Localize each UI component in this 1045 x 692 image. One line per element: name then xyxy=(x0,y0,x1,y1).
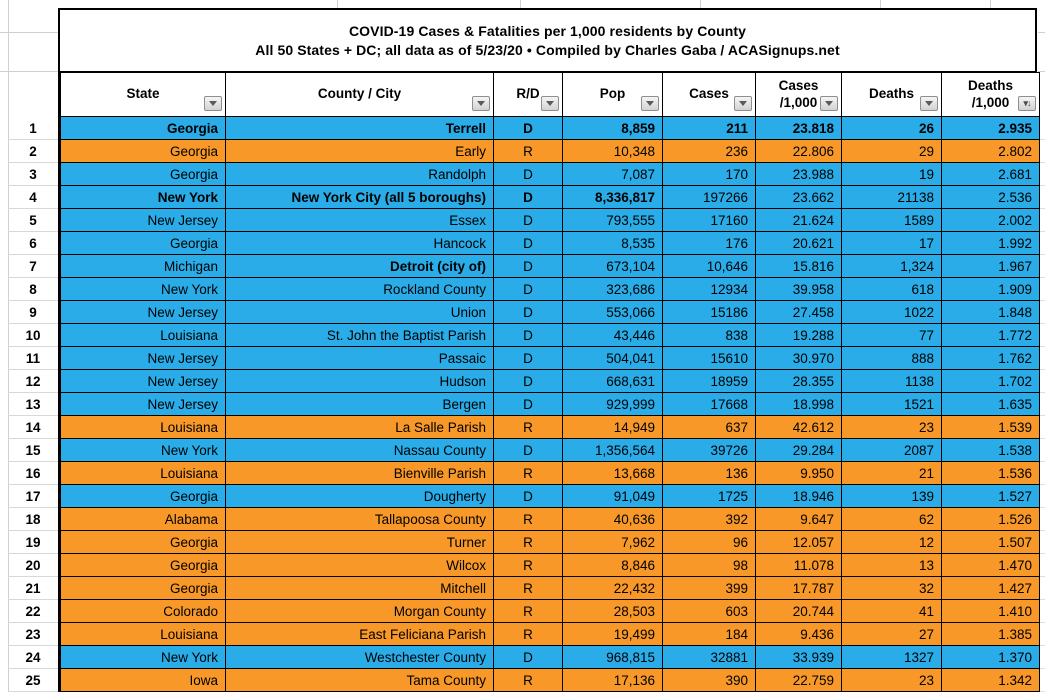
cell-deaths[interactable]: 1022 xyxy=(842,301,942,324)
cell-pop[interactable]: 10,348 xyxy=(563,140,663,163)
row-number[interactable]: 20 xyxy=(8,554,58,577)
table-row xyxy=(61,278,1040,301)
column-header-cases[interactable] xyxy=(663,73,756,117)
cell-cases[interactable]: 12934 xyxy=(663,278,756,301)
cell-rd[interactable]: D xyxy=(494,163,563,186)
cell-pop[interactable]: 8,535 xyxy=(563,232,663,255)
cell-cases[interactable]: 17668 xyxy=(663,393,756,416)
filter-button-deaths[interactable] xyxy=(920,96,938,111)
row-number[interactable]: 10 xyxy=(8,324,58,347)
cell-deaths_per_1000[interactable]: 2.802 xyxy=(942,140,1040,163)
cell-cases[interactable]: 637 xyxy=(663,416,756,439)
cell-state[interactable]: Georgia xyxy=(61,117,226,140)
row-number[interactable]: 21 xyxy=(8,577,58,600)
cell-county[interactable]: Dougherty xyxy=(226,485,494,508)
row-number[interactable]: 9 xyxy=(8,301,58,324)
cell-cases[interactable]: 197266 xyxy=(663,186,756,209)
cell-state[interactable]: New York xyxy=(61,439,226,462)
cell-deaths[interactable]: 77 xyxy=(842,324,942,347)
cell-deaths_per_1000[interactable]: 1.427 xyxy=(942,577,1040,600)
table-title-cell xyxy=(60,10,1035,72)
row-number[interactable]: 5 xyxy=(8,209,58,232)
cell-cases[interactable]: 10,646 xyxy=(663,255,756,278)
filter-dropdown-icon xyxy=(825,101,833,106)
table-title-line2: All 50 States + DC; all data as of 5/23/20 • Compiled by Charles Gaba / ACASignups.net xyxy=(255,42,840,58)
cell-deaths_per_1000[interactable]: 1.635 xyxy=(942,393,1040,416)
cell-cases_per_1000[interactable]: 29.284 xyxy=(756,439,842,462)
cell-deaths_per_1000[interactable]: 1.527 xyxy=(942,485,1040,508)
cell-state[interactable]: Colorado xyxy=(61,600,226,623)
cell-cases_per_1000[interactable]: 28.355 xyxy=(756,370,842,393)
table-row xyxy=(61,485,1040,508)
cell-pop[interactable]: 91,049 xyxy=(563,485,663,508)
cell-rd[interactable]: D xyxy=(494,370,563,393)
cell-cases[interactable]: 211 xyxy=(663,117,756,140)
cell-rd[interactable]: D xyxy=(494,646,563,669)
cell-deaths[interactable]: 21 xyxy=(842,462,942,485)
cell-cases_per_1000[interactable]: 23.988 xyxy=(756,163,842,186)
gridline xyxy=(990,0,991,8)
table-row xyxy=(61,439,1040,462)
cell-rd[interactable]: D xyxy=(494,117,563,140)
cell-pop[interactable]: 793,555 xyxy=(563,209,663,232)
table-row xyxy=(61,117,1040,140)
filter-button-cases[interactable] xyxy=(734,96,752,111)
gridline xyxy=(700,0,701,8)
cell-cases_per_1000[interactable]: 42.612 xyxy=(756,416,842,439)
gridline xyxy=(520,0,521,8)
table-row xyxy=(61,416,1040,439)
cell-pop[interactable]: 553,066 xyxy=(563,301,663,324)
filter-dropdown-icon xyxy=(477,101,485,106)
cell-state[interactable]: Georgia xyxy=(61,531,226,554)
column-header-deaths[interactable] xyxy=(842,73,942,117)
table-row xyxy=(61,462,1040,485)
cell-county[interactable]: Terrell xyxy=(226,117,494,140)
cell-cases[interactable]: 390 xyxy=(663,669,756,692)
cell-county[interactable]: Tallapoosa County xyxy=(226,508,494,531)
cell-deaths[interactable]: 12 xyxy=(842,531,942,554)
cell-deaths[interactable]: 29 xyxy=(842,140,942,163)
cell-deaths[interactable]: 13 xyxy=(842,554,942,577)
filter-dropdown-icon xyxy=(739,101,747,106)
cell-cases_per_1000[interactable]: 23.662 xyxy=(756,186,842,209)
cell-county[interactable]: Passaic xyxy=(226,347,494,370)
cell-deaths[interactable]: 32 xyxy=(842,577,942,600)
gridline xyxy=(0,71,58,72)
cell-pop[interactable]: 7,962 xyxy=(563,531,663,554)
cell-cases_per_1000[interactable]: 9.950 xyxy=(756,462,842,485)
cell-cases[interactable]: 184 xyxy=(663,623,756,646)
row-number[interactable]: 25 xyxy=(8,669,58,692)
cell-deaths_per_1000[interactable]: 1.410 xyxy=(942,600,1040,623)
cell-deaths[interactable]: 17 xyxy=(842,232,942,255)
cell-cases_per_1000[interactable]: 23.818 xyxy=(756,117,842,140)
cell-county[interactable]: Detroit (city of) xyxy=(226,255,494,278)
cell-cases_per_1000[interactable]: 12.057 xyxy=(756,531,842,554)
cell-cases_per_1000[interactable]: 22.759 xyxy=(756,669,842,692)
cell-county[interactable]: Turner xyxy=(226,531,494,554)
cell-county[interactable]: East Feliciana Parish xyxy=(226,623,494,646)
cell-pop[interactable]: 968,815 xyxy=(563,646,663,669)
row-number[interactable]: 15 xyxy=(8,439,58,462)
row-number[interactable]: 19 xyxy=(8,531,58,554)
cell-pop[interactable]: 929,999 xyxy=(563,393,663,416)
table-row xyxy=(61,232,1040,255)
cell-pop[interactable]: 22,432 xyxy=(563,577,663,600)
column-label: Cases /1,000 xyxy=(778,78,819,110)
row-number[interactable]: 8 xyxy=(8,278,58,301)
gridline xyxy=(0,32,58,33)
cell-rd[interactable]: D xyxy=(494,278,563,301)
row-number[interactable]: 13 xyxy=(8,393,58,416)
cell-county[interactable]: Early xyxy=(226,140,494,163)
cell-deaths[interactable]: 888 xyxy=(842,347,942,370)
cell-cases[interactable]: 18959 xyxy=(663,370,756,393)
cell-county[interactable]: New York City (all 5 boroughs) xyxy=(226,186,494,209)
cell-cases_per_1000[interactable]: 18.998 xyxy=(756,393,842,416)
cell-cases[interactable]: 392 xyxy=(663,508,756,531)
cell-pop[interactable]: 19,499 xyxy=(563,623,663,646)
cell-rd[interactable]: R xyxy=(494,554,563,577)
cell-rd[interactable]: D xyxy=(494,485,563,508)
cell-pop[interactable]: 1,356,564 xyxy=(563,439,663,462)
filter-dropdown-icon xyxy=(925,101,933,106)
cell-cases_per_1000[interactable]: 17.787 xyxy=(756,577,842,600)
cell-rd[interactable]: R xyxy=(494,531,563,554)
row-number[interactable]: 17 xyxy=(8,485,58,508)
cell-cases_per_1000[interactable]: 18.946 xyxy=(756,485,842,508)
cell-state[interactable]: New Jersey xyxy=(61,347,226,370)
cell-deaths[interactable]: 1,324 xyxy=(842,255,942,278)
cell-cases[interactable]: 15186 xyxy=(663,301,756,324)
row-number[interactable]: 24 xyxy=(8,646,58,669)
table-row xyxy=(61,186,1040,209)
cell-deaths[interactable]: 41 xyxy=(842,600,942,623)
cell-county[interactable]: Westchester County xyxy=(226,646,494,669)
table-row xyxy=(61,393,1040,416)
filter-dropdown-icon xyxy=(646,101,654,106)
sort-descending-icon: ▾↓ xyxy=(1023,98,1031,108)
cell-deaths_per_1000[interactable]: 1.370 xyxy=(942,646,1040,669)
cell-deaths_per_1000[interactable]: 1.772 xyxy=(942,324,1040,347)
column-label: County / City xyxy=(317,86,402,102)
cell-rd[interactable]: D xyxy=(494,186,563,209)
cell-state[interactable]: Georgia xyxy=(61,163,226,186)
row-number[interactable]: 7 xyxy=(8,255,58,278)
cell-county[interactable]: Mitchell xyxy=(226,577,494,600)
row-number[interactable]: 3 xyxy=(8,163,58,186)
column-label: Deaths /1,000 xyxy=(967,78,1013,110)
cell-deaths_per_1000[interactable]: 2.002 xyxy=(942,209,1040,232)
cell-deaths_per_1000[interactable]: 2.681 xyxy=(942,163,1040,186)
cell-state[interactable]: New Jersey xyxy=(61,209,226,232)
cell-pop[interactable]: 668,631 xyxy=(563,370,663,393)
cell-rd[interactable]: D xyxy=(494,324,563,347)
row-number[interactable]: 11 xyxy=(8,347,58,370)
table-row xyxy=(61,370,1040,393)
cell-cases_per_1000[interactable]: 39.958 xyxy=(756,278,842,301)
cell-pop[interactable]: 43,446 xyxy=(563,324,663,347)
table-row xyxy=(61,163,1040,186)
cell-deaths[interactable]: 21138 xyxy=(842,186,942,209)
cell-deaths_per_1000[interactable]: 1.538 xyxy=(942,439,1040,462)
cell-deaths_per_1000[interactable]: 1.526 xyxy=(942,508,1040,531)
gridline xyxy=(1038,32,1045,33)
county-data-table xyxy=(60,72,1040,692)
cell-county[interactable]: Essex xyxy=(226,209,494,232)
cell-deaths_per_1000[interactable]: 1.992 xyxy=(942,232,1040,255)
cell-rd[interactable]: R xyxy=(494,140,563,163)
cell-rd[interactable]: D xyxy=(494,232,563,255)
cell-rd[interactable]: R xyxy=(494,669,563,692)
cell-cases[interactable]: 39726 xyxy=(663,439,756,462)
cell-state[interactable]: Georgia xyxy=(61,577,226,600)
cell-rd[interactable]: R xyxy=(494,577,563,600)
cell-deaths[interactable]: 23 xyxy=(842,669,942,692)
column-label: R/D xyxy=(516,86,540,102)
cell-county[interactable]: Tama County xyxy=(226,669,494,692)
row-number[interactable]: 22 xyxy=(8,600,58,623)
cell-pop[interactable]: 323,686 xyxy=(563,278,663,301)
header-row xyxy=(61,73,1040,117)
gridline xyxy=(337,0,338,8)
filter-button-county[interactable] xyxy=(472,96,490,111)
cell-county[interactable]: Wilcox xyxy=(226,554,494,577)
cell-deaths[interactable]: 27 xyxy=(842,623,942,646)
cell-pop[interactable]: 673,104 xyxy=(563,255,663,278)
cell-deaths_per_1000[interactable]: 1.507 xyxy=(942,531,1040,554)
table-row xyxy=(61,347,1040,370)
cell-county[interactable]: Bienville Parish xyxy=(226,462,494,485)
cell-pop[interactable]: 8,336,817 xyxy=(563,186,663,209)
cell-deaths_per_1000[interactable]: 1.702 xyxy=(942,370,1040,393)
cell-deaths[interactable]: 19 xyxy=(842,163,942,186)
row-number[interactable]: 23 xyxy=(8,623,58,646)
cell-cases[interactable]: 176 xyxy=(663,232,756,255)
cell-state[interactable]: New Jersey xyxy=(61,393,226,416)
table-row xyxy=(61,255,1040,278)
table-row xyxy=(61,301,1040,324)
data-table-block xyxy=(58,8,1037,692)
cell-deaths[interactable]: 1589 xyxy=(842,209,942,232)
cell-pop[interactable]: 17,136 xyxy=(563,669,663,692)
column-header-state[interactable] xyxy=(61,73,226,117)
cell-deaths[interactable]: 1327 xyxy=(842,646,942,669)
column-label: Pop xyxy=(599,86,626,102)
cell-deaths[interactable]: 26 xyxy=(842,117,942,140)
cell-cases[interactable]: 170 xyxy=(663,163,756,186)
cell-rd[interactable]: R xyxy=(494,416,563,439)
cell-deaths_per_1000[interactable]: 1.470 xyxy=(942,554,1040,577)
row-number[interactable]: 18 xyxy=(8,508,58,531)
cell-pop[interactable]: 13,668 xyxy=(563,462,663,485)
cell-county[interactable]: Nassau County xyxy=(226,439,494,462)
cell-cases[interactable]: 32881 xyxy=(663,646,756,669)
cell-cases_per_1000[interactable]: 9.647 xyxy=(756,508,842,531)
gridline xyxy=(880,0,881,8)
cell-county[interactable]: Bergen xyxy=(226,393,494,416)
cell-deaths_per_1000[interactable]: 1.539 xyxy=(942,416,1040,439)
cell-state[interactable]: Georgia xyxy=(61,485,226,508)
cell-cases[interactable]: 603 xyxy=(663,600,756,623)
cell-cases_per_1000[interactable]: 21.624 xyxy=(756,209,842,232)
row-number[interactable]: 14 xyxy=(8,416,58,439)
cell-pop[interactable]: 7,087 xyxy=(563,163,663,186)
cell-county[interactable]: La Salle Parish xyxy=(226,416,494,439)
cell-state[interactable]: New Jersey xyxy=(61,370,226,393)
row-number[interactable]: 4 xyxy=(8,186,58,209)
cell-rd[interactable]: D xyxy=(494,347,563,370)
cell-pop[interactable]: 28,503 xyxy=(563,600,663,623)
cell-state[interactable]: Louisiana xyxy=(61,416,226,439)
cell-deaths_per_1000[interactable]: 1.385 xyxy=(942,623,1040,646)
cell-county[interactable]: St. John the Baptist Parish xyxy=(226,324,494,347)
cell-pop[interactable]: 8,859 xyxy=(563,117,663,140)
cell-cases[interactable]: 838 xyxy=(663,324,756,347)
column-header-rd[interactable] xyxy=(494,73,563,117)
cell-rd[interactable]: D xyxy=(494,209,563,232)
cell-state[interactable]: New York xyxy=(61,646,226,669)
cell-deaths_per_1000[interactable]: 1.536 xyxy=(942,462,1040,485)
filter-dropdown-icon xyxy=(209,101,217,106)
table-row xyxy=(61,531,1040,554)
filter-button-state[interactable] xyxy=(204,96,222,111)
cell-cases[interactable]: 1725 xyxy=(663,485,756,508)
row-number[interactable]: 6 xyxy=(8,232,58,255)
column-header-county[interactable] xyxy=(226,73,494,117)
row-number[interactable]: 16 xyxy=(8,462,58,485)
table-row xyxy=(61,140,1040,163)
cell-county[interactable]: Randolph xyxy=(226,163,494,186)
filter-button-cases_per_1000[interactable] xyxy=(820,96,838,111)
cell-deaths_per_1000[interactable]: 2.935 xyxy=(942,117,1040,140)
table-row xyxy=(61,600,1040,623)
column-header-deaths_per_1000[interactable] xyxy=(942,73,1040,117)
cell-cases_per_1000[interactable]: 30.970 xyxy=(756,347,842,370)
filter-dropdown-icon xyxy=(546,101,554,106)
cell-cases[interactable]: 136 xyxy=(663,462,756,485)
cell-state[interactable]: New York xyxy=(61,186,226,209)
cell-state[interactable]: Louisiana xyxy=(61,324,226,347)
cell-cases_per_1000[interactable]: 11.078 xyxy=(756,554,842,577)
cell-state[interactable]: Alabama xyxy=(61,508,226,531)
filter-button-deaths_per_1000[interactable] xyxy=(1018,96,1036,111)
cell-deaths[interactable]: 618 xyxy=(842,278,942,301)
cell-cases_per_1000[interactable]: 20.744 xyxy=(756,600,842,623)
cell-deaths_per_1000[interactable]: 1.848 xyxy=(942,301,1040,324)
cell-deaths_per_1000[interactable]: 1.909 xyxy=(942,278,1040,301)
cell-deaths_per_1000[interactable]: 1.342 xyxy=(942,669,1040,692)
table-row xyxy=(61,324,1040,347)
table-row xyxy=(61,623,1040,646)
cell-cases[interactable]: 236 xyxy=(663,140,756,163)
cell-deaths[interactable]: 2087 xyxy=(842,439,942,462)
cell-rd[interactable]: R xyxy=(494,623,563,646)
cell-rd[interactable]: R xyxy=(494,600,563,623)
cell-cases[interactable]: 15610 xyxy=(663,347,756,370)
cell-rd[interactable]: R xyxy=(494,462,563,485)
cell-deaths[interactable]: 62 xyxy=(842,508,942,531)
cell-cases_per_1000[interactable]: 22.806 xyxy=(756,140,842,163)
cell-cases_per_1000[interactable]: 27.458 xyxy=(756,301,842,324)
cell-pop[interactable]: 8,846 xyxy=(563,554,663,577)
cell-state[interactable]: New Jersey xyxy=(61,301,226,324)
table-row xyxy=(61,577,1040,600)
cell-cases_per_1000[interactable]: 15.816 xyxy=(756,255,842,278)
cell-deaths[interactable]: 1521 xyxy=(842,393,942,416)
cell-state[interactable]: Louisiana xyxy=(61,623,226,646)
cell-deaths[interactable]: 1138 xyxy=(842,370,942,393)
column-label: State xyxy=(126,86,160,102)
cell-cases[interactable]: 399 xyxy=(663,577,756,600)
cell-deaths_per_1000[interactable]: 2.536 xyxy=(942,186,1040,209)
cell-pop[interactable]: 504,041 xyxy=(563,347,663,370)
table-row xyxy=(61,209,1040,232)
cell-county[interactable]: Rockland County xyxy=(226,278,494,301)
cell-state[interactable]: Georgia xyxy=(61,554,226,577)
cell-deaths[interactable]: 23 xyxy=(842,416,942,439)
cell-cases_per_1000[interactable]: 9.436 xyxy=(756,623,842,646)
table-title-line1: COVID-19 Cases & Fatalities per 1,000 residents by County xyxy=(348,23,747,39)
cell-state[interactable]: Georgia xyxy=(61,140,226,163)
filter-button-rd[interactable] xyxy=(541,96,559,111)
row-number[interactable]: 12 xyxy=(8,370,58,393)
row-number[interactable]: 1 xyxy=(8,117,58,140)
cell-cases_per_1000[interactable]: 19.288 xyxy=(756,324,842,347)
cell-county[interactable]: Hancock xyxy=(226,232,494,255)
cell-state[interactable]: Louisiana xyxy=(61,462,226,485)
cell-deaths[interactable]: 139 xyxy=(842,485,942,508)
cell-pop[interactable]: 14,949 xyxy=(563,416,663,439)
table-row xyxy=(61,669,1040,692)
table-row xyxy=(61,646,1040,669)
row-number-column xyxy=(8,117,58,692)
cell-rd[interactable]: D xyxy=(494,393,563,416)
cell-state[interactable]: Michigan xyxy=(61,255,226,278)
cell-state[interactable]: Georgia xyxy=(61,232,226,255)
table-row xyxy=(61,554,1040,577)
cell-county[interactable]: Union xyxy=(226,301,494,324)
cell-rd[interactable]: R xyxy=(494,508,563,531)
cell-state[interactable]: New York xyxy=(61,278,226,301)
column-label: Deaths xyxy=(868,86,914,102)
filter-button-pop[interactable] xyxy=(641,96,659,111)
cell-cases[interactable]: 96 xyxy=(663,531,756,554)
cell-cases[interactable]: 17160 xyxy=(663,209,756,232)
cell-cases_per_1000[interactable]: 20.621 xyxy=(756,232,842,255)
cell-state[interactable]: Iowa xyxy=(61,669,226,692)
cell-deaths_per_1000[interactable]: 1.762 xyxy=(942,347,1040,370)
cell-county[interactable]: Hudson xyxy=(226,370,494,393)
row-number[interactable]: 2 xyxy=(8,140,58,163)
column-label: Cases xyxy=(689,86,729,102)
cell-cases[interactable]: 98 xyxy=(663,554,756,577)
cell-pop[interactable]: 40,636 xyxy=(563,508,663,531)
cell-deaths_per_1000[interactable]: 1.967 xyxy=(942,255,1040,278)
cell-rd[interactable]: D xyxy=(494,439,563,462)
cell-rd[interactable]: D xyxy=(494,301,563,324)
cell-rd[interactable]: D xyxy=(494,255,563,278)
cell-county[interactable]: Morgan County xyxy=(226,600,494,623)
column-header-pop[interactable] xyxy=(563,73,663,117)
table-row xyxy=(61,508,1040,531)
cell-cases_per_1000[interactable]: 33.939 xyxy=(756,646,842,669)
column-header-cases_per_1000[interactable] xyxy=(756,73,842,117)
